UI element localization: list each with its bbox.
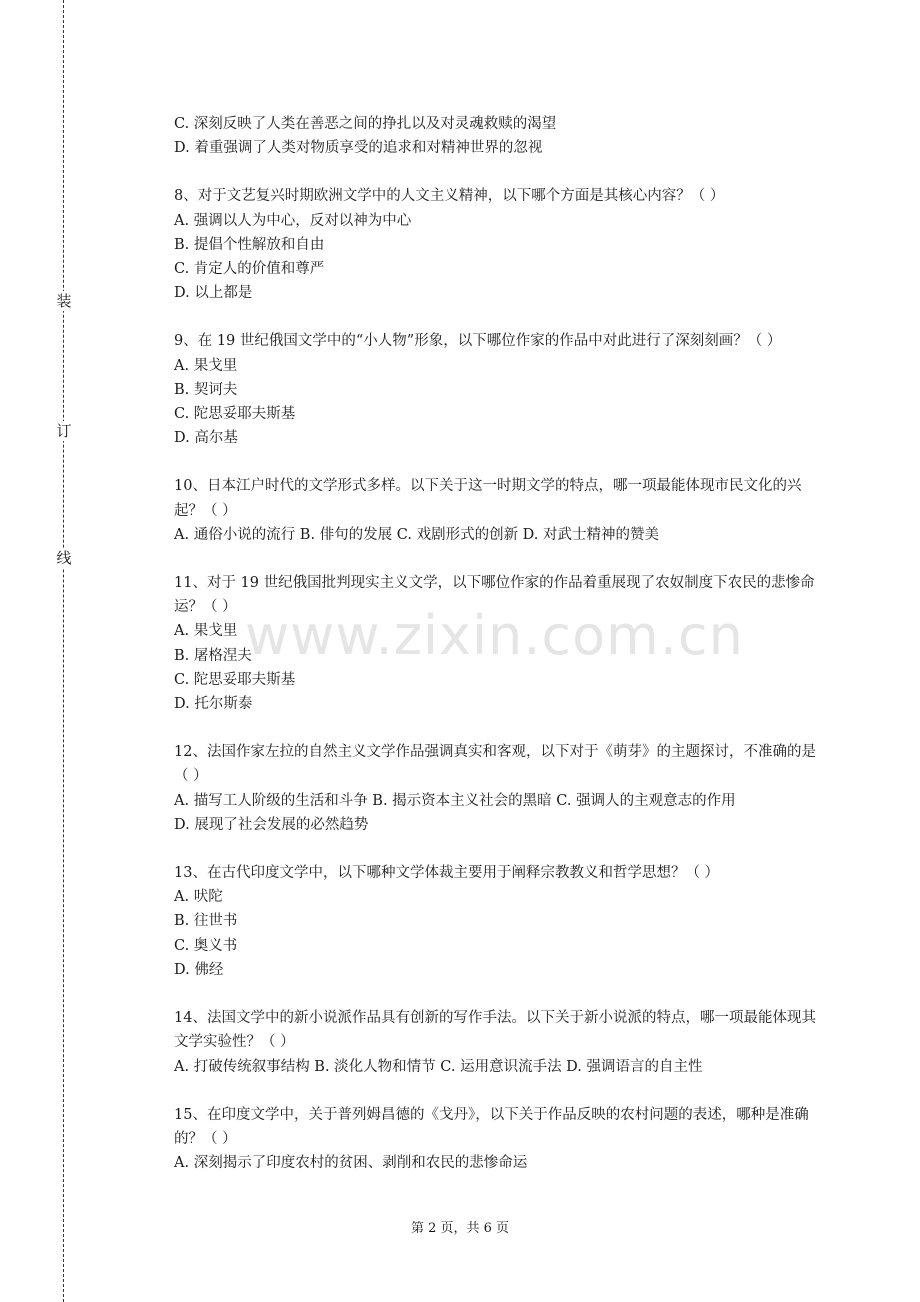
answer-option: C. 肯定人的价值和尊严: [174, 261, 325, 278]
answer-option: A. 果戈里: [174, 357, 238, 374]
binding-dashed-line: [63, 0, 64, 1302]
question-block: [174, 571, 824, 716]
question-block: [174, 1103, 824, 1176]
page-footer: 第 2 页，共 6 页: [410, 1221, 510, 1236]
answer-option: A. 深刻揭示了印度农村的贫困、剥削和农民的悲惨命运: [174, 1155, 528, 1172]
answer-option: A. 通俗小说的流行 B. 俳句的发展 C. 戏剧形式的创新 D. 对武士精神的赞美: [174, 526, 660, 543]
answer-option: D. 托尔斯泰: [174, 696, 253, 713]
question-block: [174, 740, 824, 837]
answer-option: D. 展现了社会发展的必然趋势: [174, 816, 369, 833]
answer-option: C. 奥义书: [174, 937, 238, 954]
question-list: [174, 112, 824, 1199]
question-block: [174, 329, 824, 450]
answer-option: B. 契诃夫: [174, 381, 238, 398]
question-block: [174, 861, 824, 982]
question-stem: 9、在 19 世纪俄国文学中的“小人物”形象，以下哪位作家的作品中对此进行了深刻刻画？（ ）: [174, 333, 782, 350]
binding-label-xian: 线: [54, 548, 74, 568]
answer-option: B. 屠格涅夫: [174, 647, 252, 664]
answer-option: C. 深刻反映了人类在善恶之间的挣扎以及对灵魂救赎的渴望: [174, 116, 557, 132]
answer-option: D. 高尔基: [174, 430, 238, 447]
question-stem: 12、法国作家左拉的自然主义文学作品强调真实和客观，以下对于《萌芽》的主题探讨，不准确的是（ ）: [174, 744, 816, 785]
binding-label-zhuang: 装: [54, 291, 74, 311]
answer-option: D. 佛经: [174, 961, 224, 978]
question-stem: 8、对于文艺复兴时期欧洲文学中的人文主义精神，以下哪个方面是其核心内容？（ ）: [174, 188, 725, 205]
question-block: [174, 184, 824, 305]
question-stem: 14、法国文学中的新小说派作品具有创新的写作手法。以下关于新小说派的特点，哪一项最能体现其文学实验性？（ ）: [174, 1010, 816, 1051]
answer-option: D. 着重强调了人类对物质享受的追求和对精神世界的忽视: [174, 140, 543, 157]
question-stem: 10、日本江户时代的文学形式多样。以下关于这一时期文学的特点，哪一项最能体现市民文化的兴起？（ ）: [174, 478, 802, 519]
answer-option: C. 陀思妥耶夫斯基: [174, 671, 296, 688]
answer-option: B. 往世书: [174, 913, 238, 930]
answer-option: A. 描写工人阶级的生活和斗争 B. 揭示资本主义社会的黑暗 C. 强调人的主观意志的作用: [174, 792, 736, 809]
answer-option: A. 果戈里: [174, 623, 238, 640]
question-block: [174, 1006, 824, 1079]
answer-option: A. 打破传统叙事结构 B. 淡化人物和情节 C. 运用意识流手法 D. 强调语言的自主性: [174, 1058, 703, 1075]
binding-label-ding: 订: [54, 421, 74, 441]
question-stem: 11、对于 19 世纪俄国批判现实主义文学，以下哪位作家的作品着重展现了农奴制度下农民的悲惨命运？（ ）: [174, 575, 815, 616]
answer-option: A. 强调以人为中心，反对以神为中心: [174, 212, 412, 229]
question-stem: 13、在古代印度文学中，以下哪种文学体裁主要用于阐释宗教教义和哲学思想？（ ）: [174, 865, 720, 882]
answer-option: C. 陀思妥耶夫斯基: [174, 406, 296, 423]
watermark: www.zixin.com.cn: [245, 604, 744, 667]
answer-option: D. 以上都是: [174, 285, 253, 302]
question-block: [174, 474, 824, 547]
answer-option: A. 吠陀: [174, 889, 223, 906]
answer-option: B. 提倡个性解放和自由: [174, 236, 325, 253]
question-stem: 15、在印度文学中，关于普列姆昌德的《戈丹》，以下关于作品反映的农村问题的表述，哪种是准确的？（ ）: [174, 1106, 809, 1147]
question-block: [174, 112, 824, 160]
